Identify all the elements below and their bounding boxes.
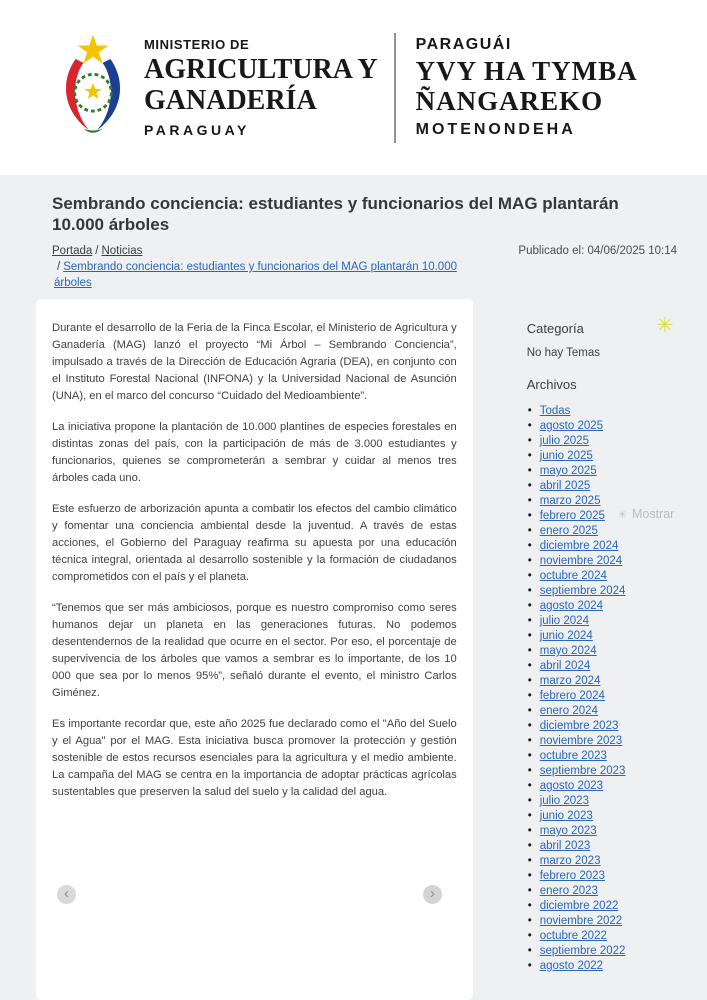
archive-list-item	[527, 599, 691, 614]
archive-list-item	[527, 659, 691, 674]
archive-list-item	[527, 479, 691, 494]
archive-list-item	[527, 749, 691, 764]
archive-link[interactable]: octubre 2022	[539, 930, 607, 942]
mostrar-label: Mostrar	[631, 507, 675, 521]
content-area	[0, 175, 707, 1000]
archive-list-item	[527, 869, 691, 884]
article-paragraph: Es importante recordar que, este año 2025 fue declarado como el "Año del Suelo y el Agua" por el MAG. Esta iniciativa busca promover la protección y gestión sostenible de estos recursos esenciales para la agricultura y el medio ambiente. La campaña del MAG se centra en la importancia de adoptar prácticas agrícolas sustentables que preserven la salud del suelo y la calidad del agua.	[52, 718, 457, 798]
archive-link[interactable]: marzo 2023	[539, 855, 601, 867]
ministry-line-2: AGRICULTURA Y	[144, 54, 378, 86]
archive-link[interactable]: septiembre 2024	[539, 585, 626, 597]
article-paragraph: La iniciativa propone la plantación de 10.000 plantines de especies forestales en distintas zonas del país, con la participación de más de 3.000 estudiantes y funcionarios, quienes se comprometerán a sembrar y cuidar al menos tres árboles cada uno.	[52, 421, 457, 484]
sidebar	[527, 299, 691, 974]
breadcrumb-current-link[interactable]: Sembrando conciencia: estudiantes y funcionarios del MAG plantarán 10.000 árboles	[54, 261, 457, 289]
archive-link[interactable]: abril 2024	[539, 660, 591, 672]
archive-list-item	[527, 854, 691, 869]
ministry-line-3: GANADERÍA	[144, 84, 317, 116]
archive-link[interactable]: agosto 2024	[539, 600, 604, 612]
main-layout	[36, 299, 691, 1000]
paraguay-coat-of-arms-icon	[54, 32, 132, 138]
page-title: Sembrando conciencia: estudiantes y funcionarios del MAG plantarán 10.000 árboles	[52, 194, 619, 234]
archive-link[interactable]: marzo 2024	[539, 675, 601, 687]
archive-list-item	[527, 644, 691, 659]
article-body	[52, 320, 457, 801]
guarani-line-1: PARAGUÁI	[415, 35, 512, 53]
site-header	[0, 0, 707, 175]
archive-list-item	[527, 539, 691, 554]
archive-link[interactable]: octubre 2023	[539, 750, 607, 762]
breadcrumb-link-noticias[interactable]: Noticias	[101, 245, 143, 257]
published-date: Publicado el: 04/06/2025 10:14	[518, 245, 677, 257]
carousel-prev-button[interactable]	[57, 885, 76, 904]
archive-list-item	[527, 614, 691, 629]
archive-link[interactable]: abril 2023	[539, 840, 591, 852]
archive-link[interactable]: Todas	[539, 405, 571, 417]
mag-logo[interactable]	[54, 32, 132, 143]
archive-list-item	[527, 464, 691, 479]
archive-link[interactable]: octubre 2024	[539, 570, 607, 582]
archive-list-item	[527, 944, 691, 959]
guarani-line-3: ÑANGAREKO	[415, 85, 604, 116]
archive-list-item	[527, 704, 691, 719]
archive-list-item	[527, 419, 691, 434]
archive-list-item	[527, 719, 691, 734]
archive-link[interactable]: enero 2023	[539, 885, 598, 897]
archive-link[interactable]: julio 2023	[539, 795, 589, 807]
breadcrumb-separator: /	[95, 245, 99, 257]
archive-link[interactable]: septiembre 2022	[539, 945, 626, 957]
archive-link[interactable]: noviembre 2024	[539, 555, 623, 567]
archive-list-item	[527, 839, 691, 854]
header-divider	[394, 33, 396, 143]
archive-list-item	[527, 449, 691, 464]
archive-list-item	[527, 929, 691, 944]
article-card	[36, 299, 473, 1000]
ministry-wordmark	[144, 37, 378, 137]
article-paragraph: Durante el desarrollo de la Feria de la Finca Escolar, el Ministerio de Agricultura y Ganadería (MAG) lanzó el proyecto “Mi Árbol – Sembrando Conciencia”, impulsado a través de la Dirección de Educación Agraria (DEA), en conjunto con el Instituto Forestal Nacional (INFONA) y la Universidad Nacional de Asunción (UNA), en el marco del concurso “Cuidado del Medioambiente”.	[52, 322, 457, 402]
archive-link[interactable]: junio 2023	[539, 810, 593, 822]
archives-title: Archivos	[526, 377, 577, 392]
archive-list-item	[527, 434, 691, 449]
guarani-line-4: MOTENONDEHA	[415, 121, 576, 139]
archive-list-item	[527, 809, 691, 824]
archive-link[interactable]: agosto 2022	[539, 960, 604, 972]
archive-link[interactable]: febrero 2023	[539, 870, 605, 882]
archive-link[interactable]: julio 2025	[539, 435, 589, 447]
archive-list-item	[527, 899, 691, 914]
archive-link[interactable]: julio 2024	[539, 615, 589, 627]
archive-link[interactable]: agosto 2023	[539, 780, 604, 792]
archive-link[interactable]: diciembre 2022	[539, 900, 619, 912]
breadcrumb-separator: /	[57, 261, 61, 273]
archive-list-item	[527, 554, 691, 569]
archive-link[interactable]: diciembre 2023	[539, 720, 619, 732]
category-empty-text: No hay Temas	[526, 347, 601, 359]
archive-link[interactable]: febrero 2025	[539, 510, 605, 522]
article-paragraph: Este esfuerzo de arborización apunta a combatir los efectos del cambio climático y fomentar una conciencia ambiental desde la juventud. A través de estas acciones, el Gobierno del Paraguay reafirma su apuesta por una educación técnica integral, orientada al desarrollo sostenible y la formación de ciudadanos comprometidos con el país y el planeta.	[52, 503, 457, 583]
archive-link[interactable]: mayo 2025	[539, 465, 597, 477]
archive-link[interactable]: febrero 2024	[539, 690, 605, 702]
ministry-line-4: PARAGUAY	[144, 121, 250, 138]
archive-link[interactable]: abril 2025	[539, 480, 591, 492]
archive-link[interactable]: noviembre 2022	[539, 915, 623, 927]
archive-link[interactable]: junio 2024	[539, 630, 593, 642]
category-title: Categoría	[526, 321, 584, 336]
archive-link[interactable]: noviembre 2023	[539, 735, 623, 747]
archive-list-item	[527, 524, 691, 539]
archive-link[interactable]: marzo 2025	[539, 495, 601, 507]
archive-list-item	[527, 569, 691, 584]
archive-list-item	[527, 914, 691, 929]
carousel-next-button[interactable]	[423, 885, 442, 904]
archive-link[interactable]: junio 2025	[539, 450, 593, 462]
archive-list-item	[527, 764, 691, 779]
archive-list-item	[527, 884, 691, 899]
archive-link[interactable]: enero 2025	[539, 525, 598, 537]
archive-list-item	[527, 689, 691, 704]
guarani-wordmark	[416, 36, 638, 139]
archive-link[interactable]: diciembre 2024	[539, 540, 619, 552]
archive-link[interactable]: septiembre 2023	[539, 765, 626, 777]
archive-list-item	[527, 734, 691, 749]
archive-list-item	[527, 674, 691, 689]
breadcrumb-current-segment	[52, 259, 497, 291]
archive-list-item	[527, 794, 691, 809]
archive-list-item	[527, 404, 691, 419]
archive-link[interactable]: mayo 2023	[539, 825, 597, 837]
archive-list-item	[527, 824, 691, 839]
archive-list-item	[527, 584, 691, 599]
breadcrumb	[52, 243, 497, 291]
chevron-left-icon: ‹	[64, 885, 69, 902]
spark-icon: ✳	[656, 314, 674, 337]
archive-list-item	[527, 959, 691, 974]
archive-list-item	[527, 779, 691, 794]
guarani-line-2: YVY HA TYMBA	[415, 55, 638, 86]
archives-list	[527, 404, 691, 974]
archive-link[interactable]: agosto 2025	[539, 420, 604, 432]
breadcrumb-link-portada[interactable]: Portada	[52, 245, 93, 257]
ministry-line-1: MINISTERIO DE	[144, 37, 250, 53]
meta-row	[52, 243, 691, 291]
spinner-icon: ✳	[617, 508, 627, 521]
mostrar-button[interactable]	[615, 506, 678, 522]
chevron-right-icon: ›	[430, 885, 435, 902]
archive-list-item	[527, 629, 691, 644]
archive-link[interactable]: enero 2024	[539, 705, 598, 717]
archive-link[interactable]: mayo 2024	[539, 645, 597, 657]
article-paragraph: “Tenemos que ser más ambiciosos, porque es nuestro compromiso como seres humanos dejar un planeta en las generaciones futuras. No podemos desentendernos de la realidad que ocurre en el sector. Por eso, el porcentaje de supervivencia de los árboles que vamos a sembrar es lo importante, de los 10 000 que sea por lo menos 95%”, señaló durante el evento, el ministro Carlos Giménez.	[52, 602, 457, 699]
